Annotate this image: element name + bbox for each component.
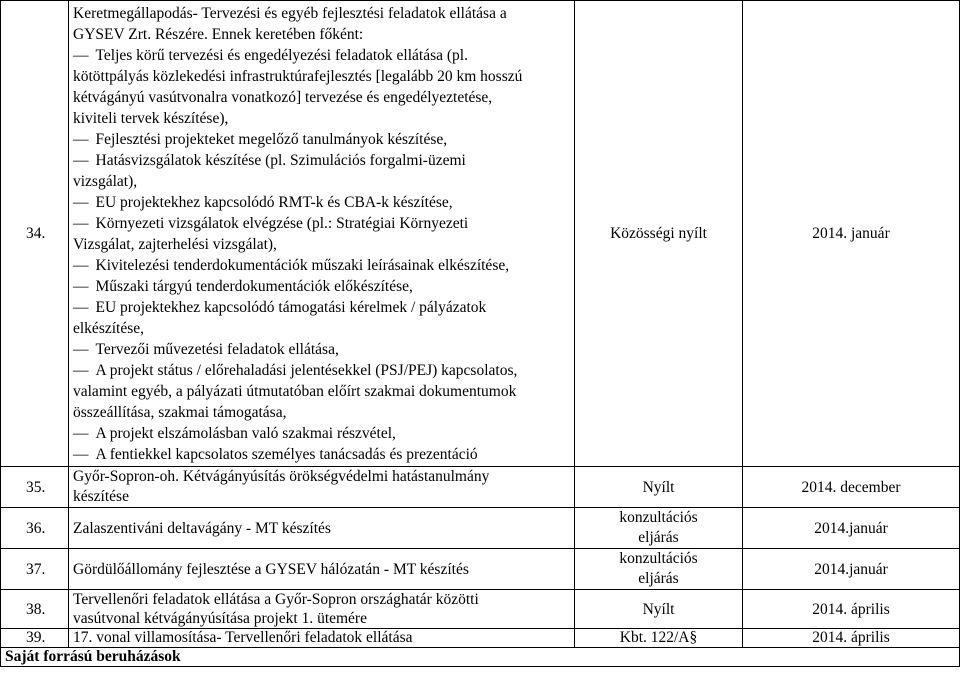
- desc-line: valamint egyéb, a pályázati útmutatóban előírt szakmai dokumentumok: [73, 383, 517, 400]
- procedure-type: Közösségi nyílt: [575, 1, 743, 467]
- table-row: [1, 467, 960, 508]
- date: 2014. január: [743, 1, 960, 467]
- row-description: [69, 1, 575, 467]
- date: 2014. december: [743, 467, 960, 508]
- desc-line: — A projekt elszámolásban való szakmai részvétel,: [73, 423, 570, 444]
- table-row: [1, 549, 960, 590]
- table-row: [1, 1, 960, 467]
- desc-line: — Kivitelezési tenderdokumentációk műszaki leírásainak elkészítése,: [73, 255, 570, 276]
- desc-line: GYSEV Zrt. Részére. Ennek keretében főként:: [73, 26, 364, 43]
- procedure-line: konzultációs: [619, 550, 698, 567]
- row-number: 37.: [1, 549, 69, 590]
- desc-line: — Tervezői művezetési feladatok ellátása,: [73, 339, 570, 360]
- procedure-type: [575, 549, 743, 590]
- desc-line: — Műszaki tárgyú tenderdokumentációk előkészítése,: [73, 276, 570, 297]
- table-row: [1, 508, 960, 549]
- desc-line: vasútvonal kétvágányúsítása projekt 1. ütemére: [73, 610, 367, 627]
- date: 2014. április: [743, 590, 960, 629]
- row-description: Zalaszentiváni deltavágány - MT készítés: [69, 508, 575, 549]
- desc-line: — EU projektekhez kapcsolódó támogatási kérelmek / pályázatok: [73, 297, 570, 318]
- procedure-line: eljárás: [638, 529, 679, 546]
- section-row: [1, 648, 960, 667]
- date: 2014. április: [743, 629, 960, 648]
- row-number: 34.: [1, 1, 69, 467]
- desc-line: Keretmegállapodás- Tervezési és egyéb fejlesztési feladatok ellátása a: [73, 5, 507, 22]
- desc-line: kiviteli tervek készítése),: [73, 110, 229, 127]
- procedure-type: [575, 508, 743, 549]
- row-description: Gördülőállomány fejlesztése a GYSEV hálózatán - MT készítés: [69, 549, 575, 590]
- desc-line: kétvágányú vasútvonalra vonatkozó] tervezése és engedélyeztetése,: [73, 89, 493, 106]
- desc-line: — A projekt státus / előrehaladási jelentésekkel (PSJ/PEJ) kapcsolatos,: [73, 360, 570, 381]
- desc-line: — Környezeti vizsgálatok elvégzése (pl.: Stratégiai Környezeti: [73, 213, 570, 234]
- desc-line: kötöttpályás közlekedési infrastruktúrafejlesztés [legalább 20 km hosszú: [73, 68, 523, 85]
- procedure-type: Nyílt: [575, 467, 743, 508]
- desc-line: Tervellenőri feladatok ellátása a Győr-Sopron országhatár közötti: [73, 591, 479, 608]
- section-heading: Saját forrású beruházások: [1, 648, 960, 667]
- row-description: [69, 467, 575, 508]
- row-number: 38.: [1, 590, 69, 629]
- desc-line: — Hatásvizsgálatok készítése (pl. Szimulációs forgalmi-üzemi: [73, 150, 570, 171]
- desc-line: — EU projektekhez kapcsolódó RMT-k és CBA-k készítése,: [73, 192, 570, 213]
- procedure-line: eljárás: [638, 570, 679, 587]
- row-number: 36.: [1, 508, 69, 549]
- table-row: [1, 590, 960, 629]
- desc-line: — Teljes körű tervezési és engedélyezési feladatok ellátása (pl.: [73, 45, 570, 66]
- date: 2014.január: [743, 508, 960, 549]
- row-description: 17. vonal villamosítása- Tervellenőri feladatok ellátása: [69, 629, 575, 648]
- desc-line: elkészítése,: [73, 320, 145, 337]
- desc-line: — Fejlesztési projekteket megelőző tanulmányok készítése,: [73, 129, 570, 150]
- desc-line: készítése: [73, 488, 129, 505]
- desc-line: — A fentiekkel kapcsolatos személyes tanácsadás és prezentáció: [73, 444, 570, 465]
- procedure-type: Nyílt: [575, 590, 743, 629]
- row-description: [69, 590, 575, 629]
- row-number: 39.: [1, 629, 69, 648]
- procedure-type: Kbt. 122/A§: [575, 629, 743, 648]
- desc-line: Vizsgálat, zajterhelési vizsgálat),: [73, 236, 277, 253]
- date: 2014.január: [743, 549, 960, 590]
- desc-line: Győr-Sopron-oh. Kétvágányúsítás örökségvédelmi hatástanulmány: [73, 468, 490, 485]
- table-row: [1, 629, 960, 648]
- desc-line: vizsgálat),: [73, 173, 138, 190]
- row-number: 35.: [1, 467, 69, 508]
- desc-line: összeállítása, szakmai támogatása,: [73, 404, 287, 421]
- procedure-line: konzultációs: [619, 509, 698, 526]
